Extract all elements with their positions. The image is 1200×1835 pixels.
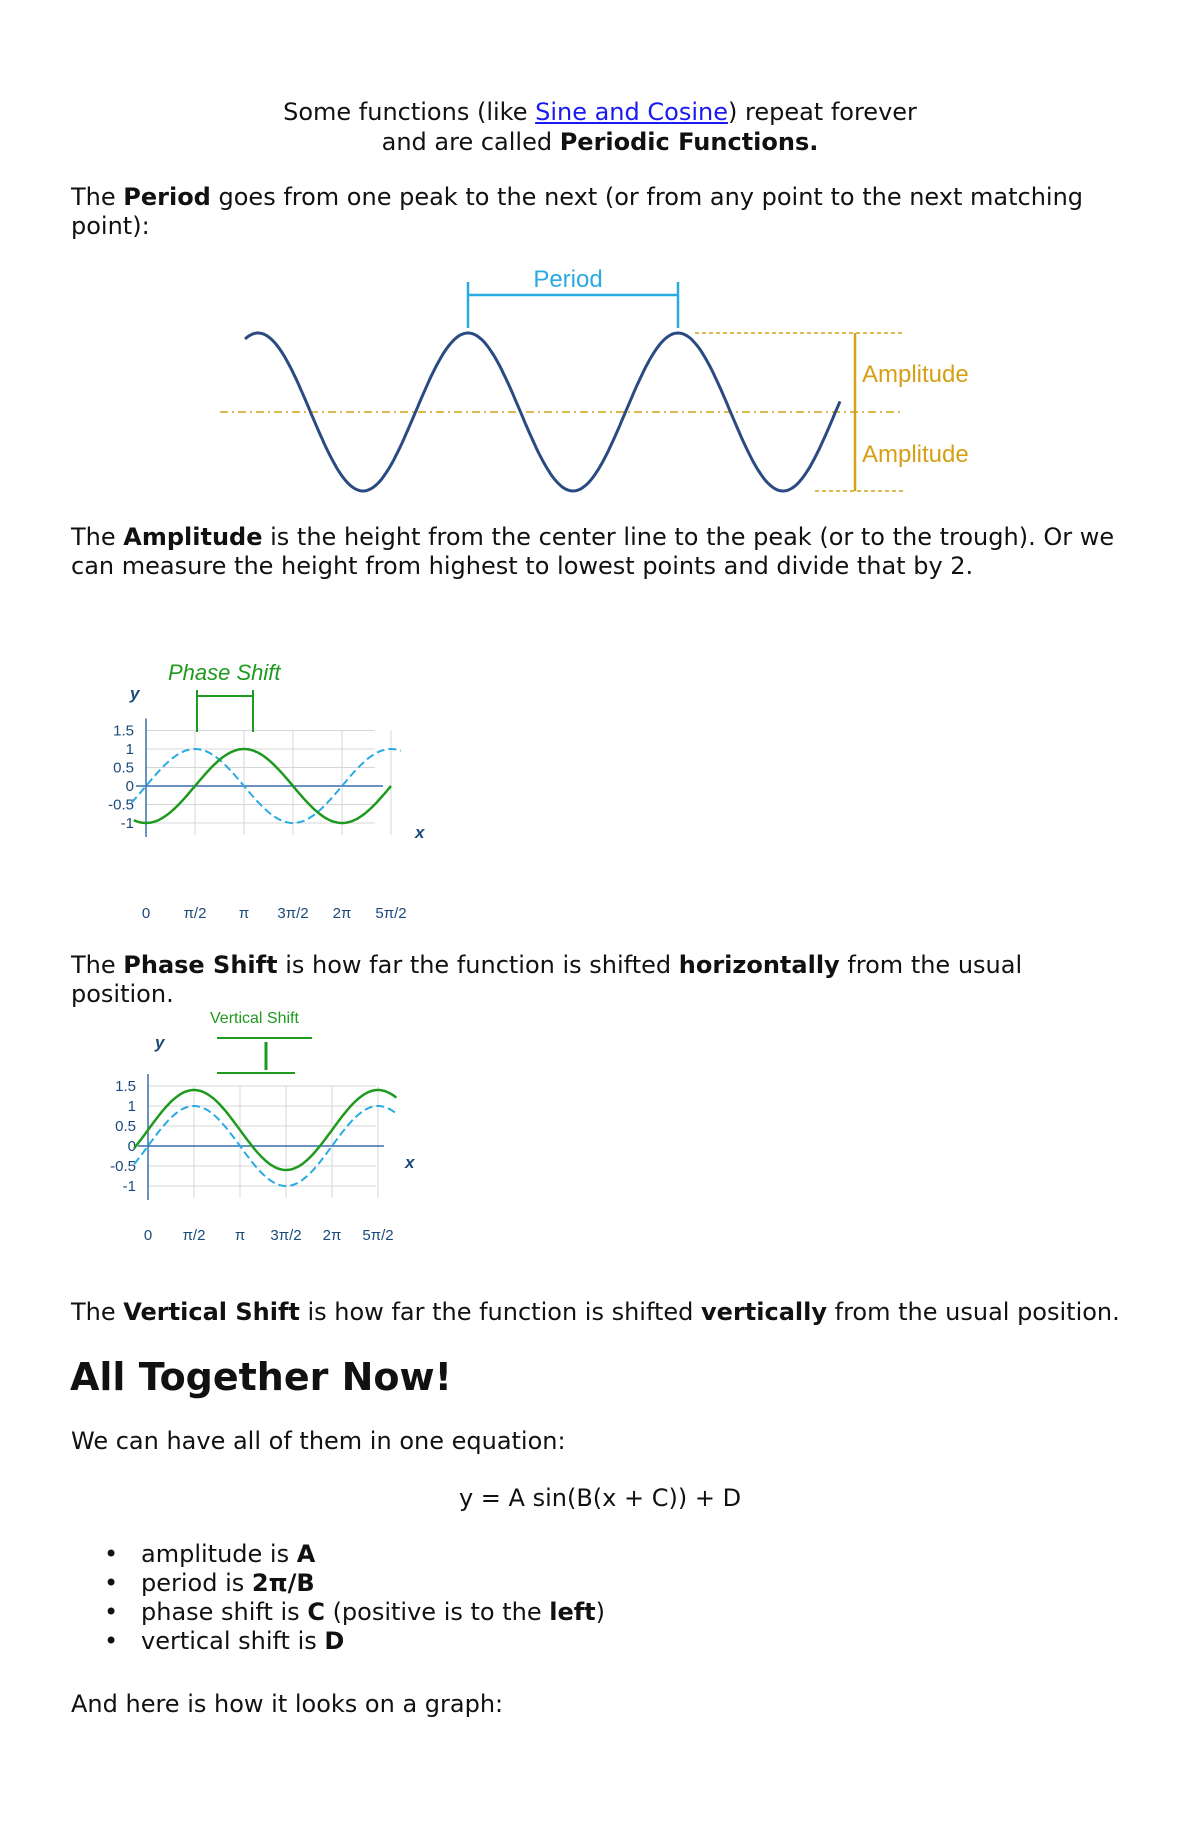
term: 2π/B [251,1569,315,1597]
vertical-shift-term: Vertical Shift [123,1298,300,1326]
periodic-functions-term: Periodic Functions. [559,128,819,156]
phase-grid [136,719,391,838]
phase-x-ticks [142,905,407,922]
x-tick-label: π/2 [182,1227,206,1244]
intro-text-end: ) repeat forever [727,98,917,126]
equation-intro: We can have all of them in one equation: [71,1427,566,1455]
x-tick-label: 5π/2 [375,905,407,922]
vertical-x-label: x [405,1153,415,1172]
term: D [324,1627,345,1655]
y-tick-label: 1.5 [113,722,134,740]
amplitude-top-label: Amplitude [862,361,969,388]
amplitude-bottom-label: Amplitude [862,441,969,468]
list-item [71,1569,1071,1598]
vertical-paragraph [71,1298,1131,1327]
x-tick-label: 0 [143,1227,153,1244]
list-item [71,1598,1071,1627]
text: from the usual position. [827,1298,1120,1326]
x-tick-label: 5π/2 [362,1227,394,1244]
period-paragraph [71,183,1131,241]
text: The [71,951,124,979]
horizontally-term: horizontally [678,951,840,979]
text: amplitude is [141,1540,297,1568]
phase-shift-term: Phase Shift [123,951,278,979]
x-tick-label: 0 [141,905,151,922]
phase-x-label: x [415,823,425,842]
y-tick-label: 1 [127,1098,136,1115]
text: is how far the function is shifted [277,951,679,979]
vertical-shift-chart [80,1000,460,1290]
text: (positive is to the [324,1598,550,1626]
list-item [71,1627,1071,1656]
list-item [71,1540,1071,1569]
term: C [307,1598,325,1626]
y-tick-label: 0.5 [115,1118,136,1135]
y-tick-label: -0.5 [110,1158,136,1175]
x-tick-label: 3π/2 [277,905,309,922]
text: The [71,183,124,211]
phase-y-ticks [108,723,134,833]
vertically-shifted-curve [134,1090,396,1170]
intro-text: and are called [381,128,560,156]
y-tick-label: 0.5 [113,759,134,777]
text: vertical shift is [141,1627,325,1655]
phase-shift-title: Phase Shift [168,660,281,685]
vertical-x-ticks [144,1227,394,1244]
y-tick-label: 0 [125,778,134,795]
term: left [549,1598,596,1626]
vertical-y-label: y [155,1033,165,1052]
y-tick-label: 1 [125,741,134,758]
x-tick-label: 2π [322,1227,342,1244]
intro-line-1 [0,98,1200,126]
x-tick-label: π [234,1227,246,1244]
text: period is [141,1569,252,1597]
text: is the height from the center line to the peak (or to the trough). Or we can measure the height from highest to lowest points and divide that by 2. [71,523,1115,580]
text: from the usual position. [71,951,1023,1008]
amplitude-term: Amplitude [123,523,263,551]
section-heading: All Together Now! [70,1355,452,1399]
text: The [71,1298,124,1326]
text: ) [595,1598,606,1626]
sine-cosine-link[interactable]: Sine and Cosine [535,98,728,126]
graph-intro: And here is how it looks on a graph: [71,1690,504,1718]
y-tick-label: -1 [122,1178,136,1195]
period-amplitude-diagram [0,260,1200,500]
intro-text: Some functions (like [283,98,536,126]
equation: y = A sin(B(x + C)) + D [458,1484,742,1512]
y-tick-label: -0.5 [108,796,134,814]
x-tick-label: π/2 [183,905,207,922]
phase-shift-chart [80,650,460,940]
text: goes from one peak to the next (or from any point to the next matching point): [71,183,1084,240]
vertical-y-ticks [110,1078,136,1195]
parameter-list [71,1540,1071,1656]
vertical-grid [138,1074,384,1200]
vertical-shift-title: Vertical Shift [210,1010,299,1027]
text: phase shift is [141,1598,308,1626]
y-tick-label: 1.5 [115,1078,136,1095]
text: is how far the function is shifted [299,1298,702,1326]
x-tick-label: 2π [332,905,352,922]
term: A [296,1540,316,1568]
vertically-term: vertically [701,1298,828,1326]
x-tick-label: π [238,905,250,922]
period-term: Period [123,183,211,211]
intro-line-2 [0,128,1200,156]
phase-y-label: y [130,684,140,703]
text: The [71,523,124,551]
amplitude-paragraph [71,523,1131,581]
x-tick-label: 3π/2 [270,1227,302,1244]
y-tick-label: 0 [127,1138,136,1155]
y-tick-label: -1 [120,815,134,832]
period-label: Period [533,266,603,293]
